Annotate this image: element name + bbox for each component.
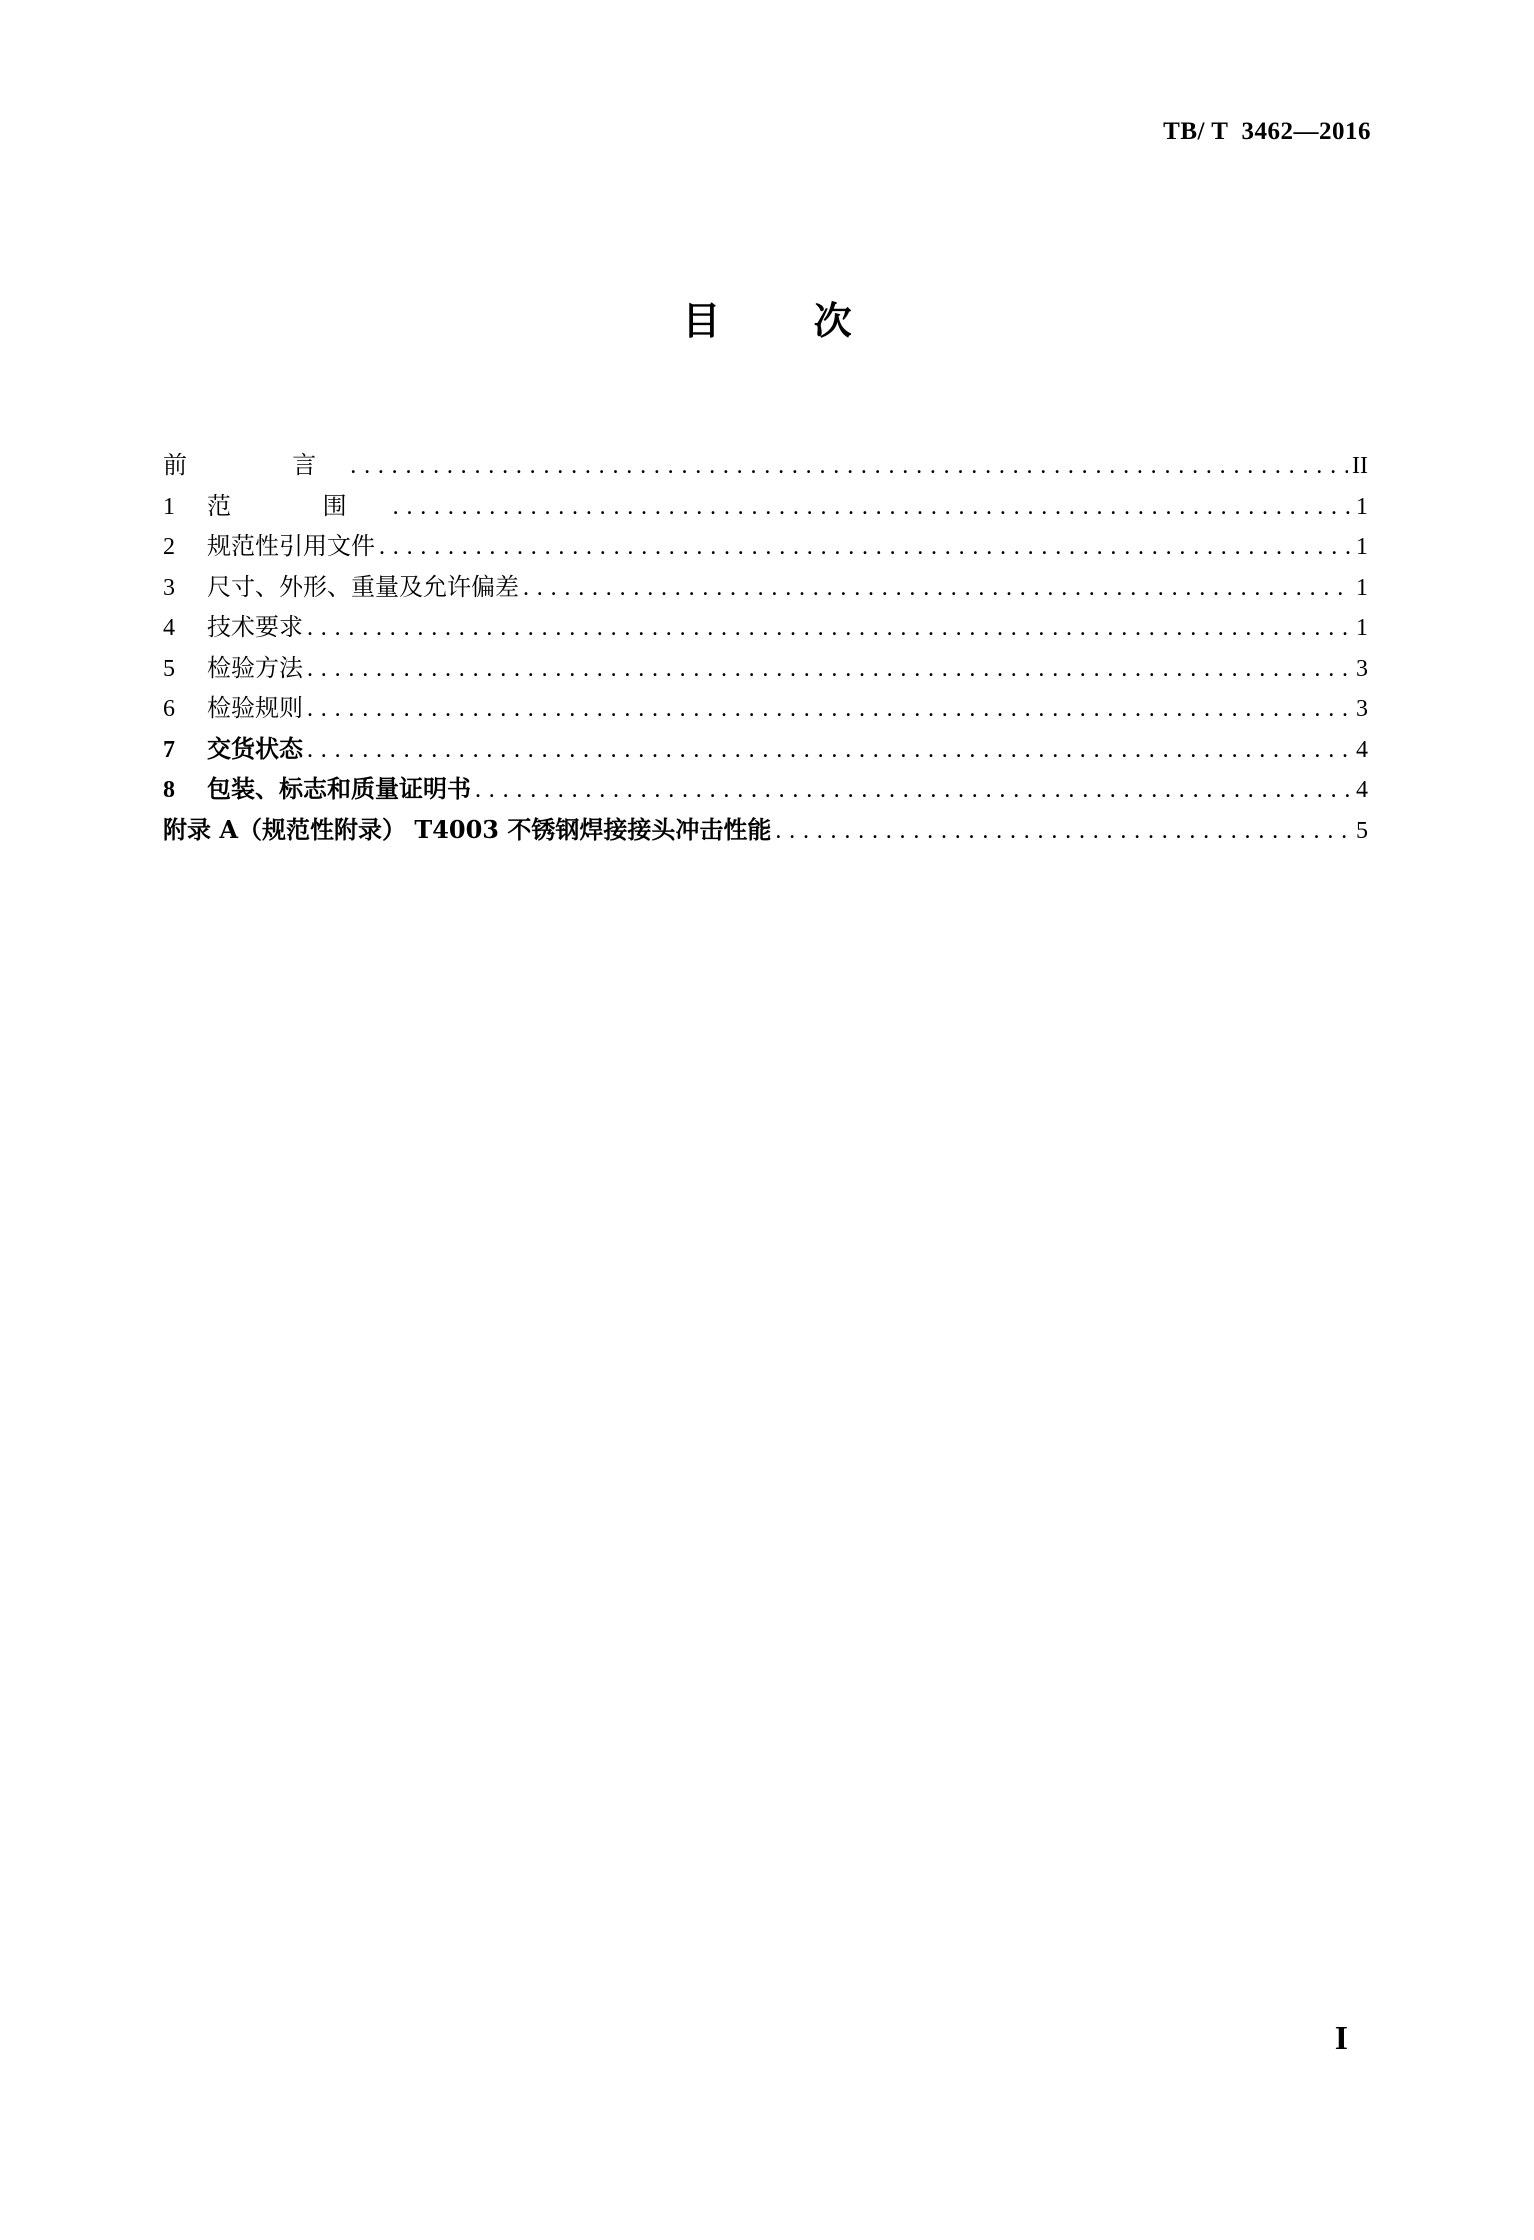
toc-entry-number: 5 xyxy=(163,655,175,682)
toc-entry[interactable] xyxy=(163,607,1368,648)
toc-entry[interactable] xyxy=(163,486,1368,527)
toc-entry[interactable] xyxy=(163,567,1368,608)
toc-dot-leader xyxy=(307,649,1350,689)
toc-entry-number: 7 xyxy=(163,736,175,763)
toc-entry[interactable] xyxy=(163,769,1368,810)
toc-dot-leader xyxy=(379,527,1350,567)
toc-entry-label: 检验方法 xyxy=(207,653,303,682)
toc-entry-page: 1 xyxy=(1356,574,1368,601)
toc-dot-leader xyxy=(523,568,1350,608)
toc-entry-label: 前 言 xyxy=(163,451,347,479)
toc-entry[interactable] xyxy=(163,445,1368,486)
toc-entry-label: 包装、标志和质量证明书 xyxy=(207,774,471,803)
toc-dot-leader xyxy=(393,487,1350,527)
toc-entry[interactable] xyxy=(163,810,1368,851)
toc-entry-number: 6 xyxy=(163,696,175,722)
toc-entry-label: 交货状态 xyxy=(207,733,303,763)
toc-dot-leader xyxy=(775,811,1350,851)
toc-entry-label: 技术要求 xyxy=(207,613,303,641)
toc-entry[interactable] xyxy=(163,688,1368,729)
toc-entry-page: 3 xyxy=(1356,696,1368,722)
toc-entry-page: 1 xyxy=(1356,615,1368,641)
toc-dot-leader xyxy=(350,446,1348,486)
page-number: I xyxy=(1334,2020,1348,2057)
toc-dot-leader xyxy=(307,608,1350,648)
toc-entry[interactable] xyxy=(163,526,1368,567)
toc-entry-page: 4 xyxy=(1356,736,1368,763)
toc-entry-page: 4 xyxy=(1356,777,1368,803)
toc-entry-label: 范 围 xyxy=(207,491,389,520)
toc-entry-page: 1 xyxy=(1356,493,1368,520)
toc-entry-number: 8 xyxy=(163,777,175,803)
standard-number: TB/ T 3462—2016 xyxy=(1163,118,1371,145)
toc-entry-number: 1 xyxy=(163,493,175,520)
toc-entry-label: 规范性引用文件 xyxy=(207,532,375,560)
page-title: 目 次 xyxy=(682,299,852,343)
toc-dot-leader xyxy=(475,770,1350,810)
toc-entry[interactable] xyxy=(163,648,1368,689)
toc-entry-page: 1 xyxy=(1356,534,1368,560)
toc-entry-number: 3 xyxy=(163,574,175,601)
toc-entry-page: 5 xyxy=(1356,817,1368,844)
toc-entry[interactable] xyxy=(163,729,1368,770)
toc-entry-page: 3 xyxy=(1356,655,1368,682)
table-of-contents xyxy=(163,445,1368,850)
toc-dot-leader xyxy=(307,730,1350,770)
toc-entry-label: 尺寸、外形、重量及允许偏差 xyxy=(207,572,519,601)
toc-entry-number: 2 xyxy=(163,534,175,560)
toc-dot-leader xyxy=(307,689,1350,729)
toc-entry-page: II xyxy=(1352,453,1368,479)
toc-entry-label: 检验规则 xyxy=(207,694,303,722)
toc-entry-label: 附录 A（规范性附录） T4003 不锈钢焊接接头冲击性能 xyxy=(163,814,772,844)
toc-entry-number: 4 xyxy=(163,615,175,641)
